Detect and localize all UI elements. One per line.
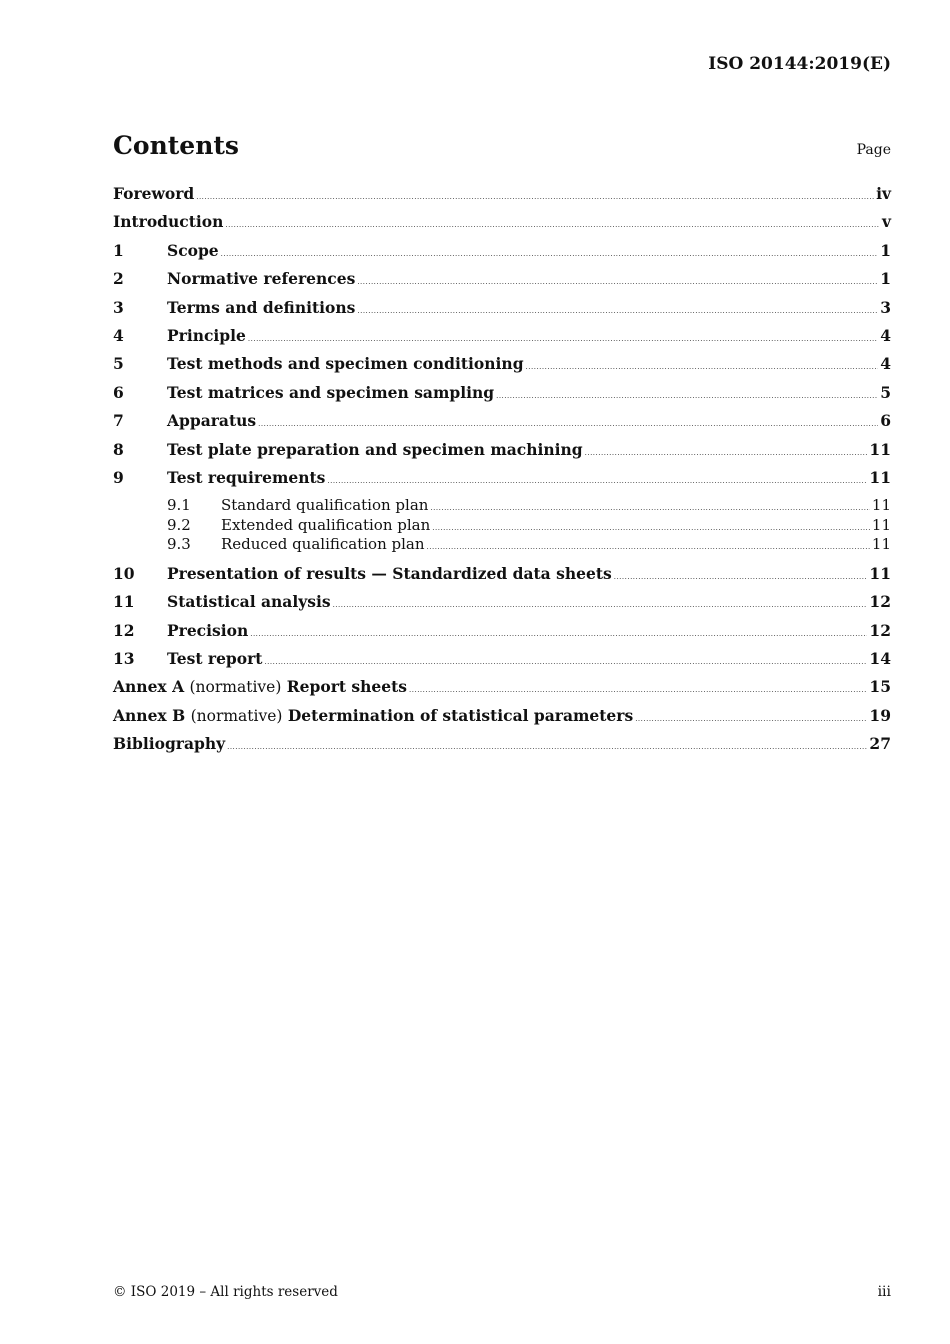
toc-leader xyxy=(327,477,867,485)
footer-copyright: © ISO 2019 – All rights reserved xyxy=(113,1284,338,1300)
toc-entry-terms-and-definitions[interactable] xyxy=(113,298,891,326)
toc-entry-number: 1 xyxy=(113,240,124,260)
toc-entry-page: 14 xyxy=(869,648,891,668)
footer-page-number: iii xyxy=(877,1284,891,1300)
toc-entry-label: Apparatus xyxy=(167,411,257,431)
toc-entry-label: Precision xyxy=(167,620,249,640)
toc-leader xyxy=(250,630,867,638)
toc-entry-annex-a[interactable] xyxy=(113,677,891,705)
toc-entry-number: 9.2 xyxy=(167,515,191,534)
toc-entry-page: 1 xyxy=(880,240,891,260)
toc-leader xyxy=(333,601,868,609)
toc-entry-number: 8 xyxy=(113,439,124,459)
toc-entry-page: 11 xyxy=(869,467,891,487)
annex-label: Annex A xyxy=(113,677,185,697)
toc-entry-label: Introduction xyxy=(113,212,224,232)
toc-entry-page: 12 xyxy=(869,620,891,640)
toc-entry-label: Terms and definitions xyxy=(167,297,356,317)
toc-entry-label: Standard qualification plan xyxy=(221,496,429,515)
toc-entry-label xyxy=(113,677,407,696)
toc-entry-number: 6 xyxy=(113,382,124,402)
toc-entry-test-requirements[interactable] xyxy=(113,468,891,496)
toc-entry-test-report[interactable] xyxy=(113,649,891,677)
toc-entry-page: 4 xyxy=(880,325,891,345)
toc-entry-label: Statistical analysis xyxy=(167,592,331,612)
toc-entry-number: 9.1 xyxy=(167,496,191,515)
toc-leader xyxy=(357,278,878,286)
toc-leader xyxy=(614,573,868,581)
toc-entry-page: 11 xyxy=(871,515,891,534)
contents-title: Contents xyxy=(113,131,240,160)
toc-entry-statistical-analysis[interactable] xyxy=(113,592,891,620)
toc-entry-annex-b[interactable] xyxy=(113,706,891,734)
table-of-contents xyxy=(113,184,891,763)
annex-title: Determination of statistical parameters xyxy=(287,705,634,725)
toc-entry-label: Test plate preparation and specimen machining xyxy=(167,439,583,459)
toc-entry-number: 9 xyxy=(113,467,124,487)
annex-type: (normative) xyxy=(189,678,282,697)
toc-entry-label: Test matrices and specimen sampling xyxy=(167,382,495,402)
toc-entry-number: 9.3 xyxy=(167,535,191,554)
toc-leader xyxy=(225,221,880,229)
toc-entry-label: Bibliography xyxy=(113,734,226,754)
toc-leader xyxy=(248,335,878,343)
toc-leader xyxy=(409,686,867,694)
toc-entry-label: Test requirements xyxy=(167,467,326,487)
toc-entry-scope[interactable] xyxy=(113,241,891,269)
toc-leader xyxy=(432,524,870,532)
toc-entry-page: v xyxy=(881,212,891,232)
toc-entry-number: 4 xyxy=(113,325,124,345)
toc-entry-label: Normative references xyxy=(167,269,356,289)
toc-leader xyxy=(496,392,878,400)
toc-entry-label: Reduced qualification plan xyxy=(221,535,425,554)
toc-entry-presentation-of-results[interactable] xyxy=(113,564,891,592)
toc-subentry-extended-plan[interactable] xyxy=(113,516,891,536)
annex-title: Report sheets xyxy=(286,677,408,697)
toc-leader xyxy=(430,504,869,512)
toc-entry-principle[interactable] xyxy=(113,326,891,354)
toc-entry-label: Scope xyxy=(167,240,219,260)
toc-leader xyxy=(196,193,874,201)
toc-entry-label: Presentation of results — Standardized data sheets xyxy=(167,563,612,583)
toc-entry-page: 19 xyxy=(869,705,891,725)
toc-entry-label: Test report xyxy=(167,648,263,668)
toc-entry-page: 11 xyxy=(871,496,891,515)
toc-leader xyxy=(227,743,867,751)
toc-entry-page: 11 xyxy=(869,439,891,459)
toc-entry-page: 6 xyxy=(880,411,891,431)
toc-entry-number: 5 xyxy=(113,354,124,374)
annex-type: (normative) xyxy=(190,706,283,725)
toc-entry-number: 7 xyxy=(113,411,124,431)
toc-entry-label: Foreword xyxy=(113,184,195,203)
toc-entry-label xyxy=(113,706,633,725)
toc-entry-number: 2 xyxy=(113,269,124,289)
toc-entry-apparatus[interactable] xyxy=(113,411,891,439)
toc-entry-label: Extended qualification plan xyxy=(221,515,431,534)
toc-entry-test-methods[interactable] xyxy=(113,354,891,382)
toc-entry-page: 11 xyxy=(871,535,891,554)
toc-leader xyxy=(357,307,878,315)
toc-entry-foreword[interactable] xyxy=(113,184,891,212)
toc-leader xyxy=(635,715,867,723)
toc-entry-number: 10 xyxy=(113,563,135,583)
toc-entry-test-plate-preparation[interactable] xyxy=(113,440,891,468)
toc-entry-label: Principle xyxy=(167,325,246,345)
toc-subentry-reduced-plan[interactable] xyxy=(113,535,891,555)
toc-entry-page: 1 xyxy=(880,269,891,289)
toc-entry-label: Test methods and specimen conditioning xyxy=(167,354,524,374)
annex-label: Annex B xyxy=(113,705,186,725)
toc-entry-precision[interactable] xyxy=(113,621,891,649)
toc-entry-bibliography[interactable] xyxy=(113,734,891,762)
toc-entry-test-matrices[interactable] xyxy=(113,383,891,411)
toc-entry-page: 12 xyxy=(869,592,891,612)
toc-entry-page: 15 xyxy=(869,677,891,697)
page-column-label: Page xyxy=(856,142,891,158)
toc-leader xyxy=(221,250,879,258)
toc-entry-normative-references[interactable] xyxy=(113,269,891,297)
toc-entry-page: 3 xyxy=(880,297,891,317)
toc-leader xyxy=(258,420,878,428)
document-id: ISO 20144:2019(E) xyxy=(708,54,891,74)
toc-entry-page: 11 xyxy=(869,563,891,583)
toc-leader xyxy=(526,363,879,371)
toc-leader xyxy=(427,543,870,551)
toc-entry-page: iv xyxy=(876,184,891,203)
toc-entry-number: 13 xyxy=(113,648,135,668)
toc-entry-number: 11 xyxy=(113,592,135,612)
toc-entry-number: 12 xyxy=(113,620,135,640)
toc-entry-introduction[interactable] xyxy=(113,212,891,240)
toc-entry-page: 27 xyxy=(869,734,891,754)
toc-entry-page: 4 xyxy=(880,354,891,374)
toc-subentry-standard-plan[interactable] xyxy=(113,496,891,516)
toc-leader xyxy=(264,658,867,666)
toc-leader xyxy=(585,449,868,457)
toc-entry-page: 5 xyxy=(880,382,891,402)
toc-entry-number: 3 xyxy=(113,297,124,317)
